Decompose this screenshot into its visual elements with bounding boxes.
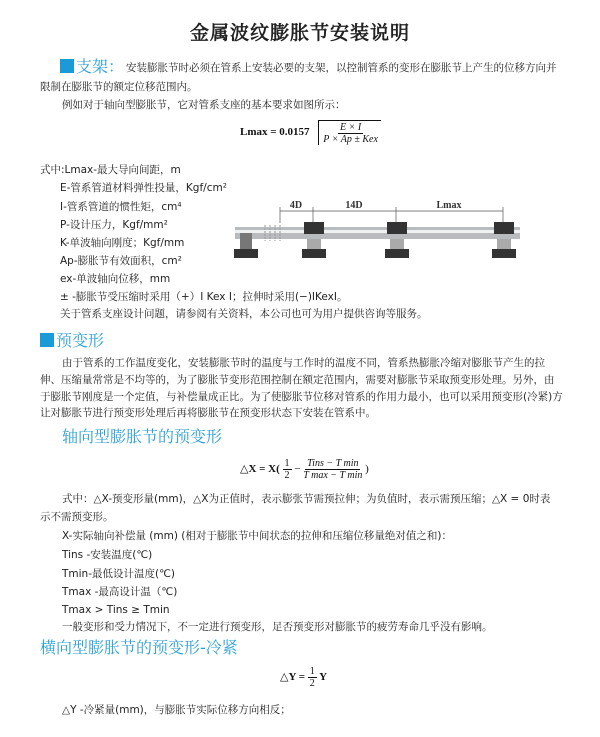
support-intro-line1: 安装膨胀节时必须在管系上安装必要的支架，以控制管系的变形在膨胀节上产生的位移方向并 [126,62,557,74]
half-numerator: 1 [284,458,290,469]
formula-denominator: T max − T min [303,470,363,481]
legend-line: 关于管系支座设计问题，请参阅有关资料，本公司也可为用户提供咨询等服务。 [60,308,428,320]
formula-denominator: P × Ap ± Kex [323,134,378,145]
predeform-para-line: 伸、压缩量常常是不均等的，为了膨胀节变形范围控制在额定范围内，需要对膨胀节采取预变形处理。另外，由 [40,374,555,386]
minus-sign: − [294,463,301,476]
formula-lhs: △Y = [280,671,306,684]
legend-line: Ap-膨胀节有效面积，cm² [60,255,182,267]
subheading-lateral: 横向型膨胀节的预变形-冷紧 [40,638,238,657]
section-heading-predeform [40,331,104,351]
axial-line: Tins -安装温度(℃) [62,549,153,561]
predeform-para-line: 由于管系的工作温度变化，安装膨胀节时的温度与工作时的温度不同，管系热膨胀冷缩对膨胀节产生的拉 [62,357,545,369]
lateral-line: △Y -冷紧量(mm)，与膨胀节实际位移方向相反； [62,704,291,716]
square-bullet-icon [40,333,54,347]
subheading-axial: 轴向型膨胀节的预变形 [62,427,223,446]
axial-line: 示不需预变形。 [40,511,114,523]
pipe-support-diagram [230,195,530,265]
legend-line: ex-单波轴向位移，mm [60,273,171,285]
legend-line: I-管系管道的惯性矩，cm⁴ [60,201,182,213]
support-example: 例如对于轴向型膨胀节，它对管系支座的基本要求如图所示： [62,99,346,111]
dim-label-lmax: Lmax [436,200,462,211]
half-denominator: 2 [284,470,290,481]
axial-line: Tmax > Tins ≥ Tmin [62,604,170,616]
predeform-para-line: 让对膨胀节进行预变形处理后再将膨胀节在预变形状态下安装在管系中。 [40,407,376,419]
heading-text: 预变形 [56,331,105,350]
axial-formula [240,458,369,481]
formula-numerator: 1 [309,666,315,677]
legend-line: 式中:Lmax-最大导向间距，m [40,164,181,176]
axial-line: X-实际轴向补偿量 (mm) (相对于膨胀节中间状态的拉伸和压缩位移量绝对值之和)： [62,530,452,542]
legend-line: ± -膨胀节受压缩时采用（+）I Kex I；拉伸时采用(−)IKexI。 [60,291,348,303]
formula-numerator: E × I [340,122,362,133]
dim-label-4d: 4D [289,200,303,211]
lateral-formula [280,666,327,689]
support-intro-line2: 限制在膨胀节的额定位移范围内。 [40,81,198,93]
square-bullet-icon [60,59,74,73]
formula-rhs: Y [319,671,328,684]
section-heading-support [60,57,124,77]
axial-line: Tmax -最高设计温（℃) [62,586,178,598]
lmax-formula [240,120,381,145]
heading-text: 支架： [76,57,125,76]
axial-line: 一般变形和受力情况下，不一定进行预变形，足否预变形对膨胀节的疲劳寿命几乎没有影响。 [62,621,493,633]
legend-line: E-管系管道材料弹性投量，Kgf/cm² [60,182,227,194]
dim-label-14d: 14D [345,200,363,211]
formula-lhs: Lmax = 0.0157 [240,126,310,139]
sqrt-sign [318,120,381,145]
legend-line: K-单波轴向刚度；Kgf/mm [60,237,185,249]
axial-line: 式中：△X-预变形量(mm)，△X为正值时，表示膨张节需预拉伸；为负值时，表示需预压缩；△X = 0时表 [62,493,551,505]
axial-line: Tmin-最低设计温度(℃) [62,568,175,580]
formula-numerator: Tins − T min [307,458,359,469]
page-title: 金属波纹膨胀节安装说明 [189,22,410,44]
predeform-para-line: 于膨胀节刚度是一个定值，与补偿量成正比。为了使膨胀节位移对管系的作用力最小，也可以采用预变形(冷紧)方 [40,391,563,403]
formula-lhs: △X = X( [240,463,280,476]
formula-denominator: 2 [309,678,315,689]
formula-rhs: ) [365,463,369,476]
legend-line: P-设计压力，Kgf/mm² [60,219,168,231]
